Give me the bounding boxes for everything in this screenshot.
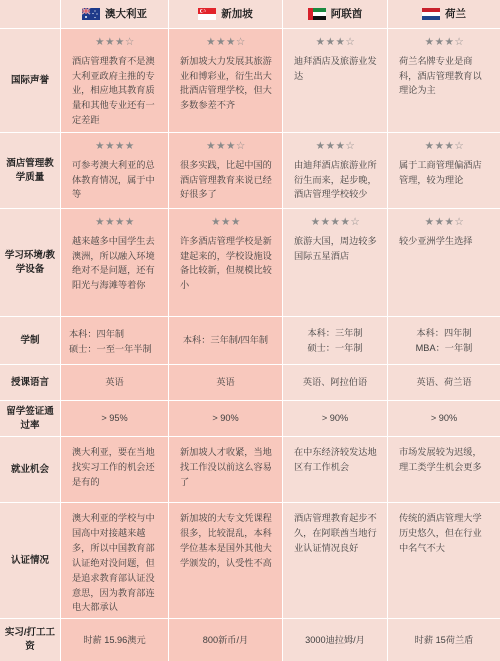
cell-text: 酒店管理教育不是澳大利亚政府主推的专业，相应地其教育质量和其他专业还有一定差距	[72, 55, 155, 126]
cell-uae	[282, 29, 387, 132]
cell-text: 很多实践，比起中国的酒店管理教育来说已经好很多了	[180, 159, 272, 200]
cell-netherlands	[387, 317, 500, 364]
cell-uae	[282, 503, 387, 618]
row-international-reputation	[0, 28, 500, 132]
header-australia	[60, 0, 168, 28]
country-name: 荷兰	[445, 7, 466, 20]
cell-text: 许多酒店管理学校是新建起来的，学校设施设备比较新，但规模比较小	[180, 235, 272, 291]
cell-australia	[60, 503, 168, 618]
rating-stars: ★★★☆	[424, 216, 465, 228]
row-teaching-quality	[0, 132, 500, 208]
netherlands-flag-icon	[422, 8, 440, 20]
cell-text: 英语	[105, 377, 124, 388]
row-label: 授课语言	[10, 376, 49, 388]
rating-stars: ★★★☆	[95, 36, 135, 48]
cell-uae	[282, 437, 387, 502]
header-singapore	[168, 0, 282, 28]
cell-singapore	[168, 317, 282, 364]
row-job-opportunities	[0, 436, 500, 502]
cell-uae	[282, 619, 387, 661]
country-name: 澳大利亚	[105, 7, 147, 20]
cell-text: > 90%	[321, 413, 349, 424]
cell-text: 新加坡大力发展其旅游业和博彩业，衍生出大批酒店管理学校，但大多数参差不齐	[180, 55, 272, 111]
cell-singapore	[168, 401, 282, 436]
cell-text: 新加坡的大专文凭课程很多，比较混乱，本科学位基本是国外其他大学颁发的，认受性不高	[180, 513, 272, 568]
rating-stars: ★★★☆	[424, 36, 465, 48]
cell-netherlands	[387, 401, 500, 436]
row-label: 学制	[20, 334, 40, 346]
cell-singapore	[168, 365, 282, 400]
cell-text: 市场发展较为迟缓，理工类学生机会更多	[399, 447, 482, 472]
cell-netherlands	[387, 133, 500, 208]
row-accreditation	[0, 502, 500, 618]
cell-text: 本科：四年制 硕士：一至一年半制	[69, 328, 152, 354]
cell-uae	[282, 365, 387, 400]
cell-text: 时薪 15.96澳元	[83, 634, 146, 645]
rating-stars: ★★★	[211, 216, 241, 228]
cell-netherlands	[387, 619, 500, 661]
country-name: 新加坡	[221, 7, 253, 20]
cell-text: 属于工商管理偏酒店管理，较为理论	[399, 159, 482, 185]
cell-text: 本科：四年制 MBA：一年制	[415, 327, 473, 353]
rating-stars: ★★★☆	[315, 36, 356, 48]
cell-uae	[282, 401, 387, 436]
cell-text: 在中东经济较发达地区有工作机会	[294, 447, 377, 472]
row-label: 酒店管理教学质量	[6, 157, 54, 183]
row-label: 认证情况	[10, 554, 49, 566]
cell-uae	[282, 317, 387, 364]
header-uae	[282, 0, 387, 28]
cell-australia	[60, 209, 168, 316]
row-visa-rate	[0, 400, 500, 436]
cell-australia	[60, 29, 168, 132]
cell-australia	[60, 437, 168, 502]
cell-netherlands	[387, 503, 500, 618]
cell-singapore	[168, 133, 282, 208]
rating-stars: ★★★★☆	[310, 216, 361, 228]
cell-text: 英语、荷兰语	[416, 377, 472, 388]
cell-singapore	[168, 503, 282, 618]
cell-uae	[282, 209, 387, 316]
cell-text: 澳大利亚的学校与中国高中对接越来越多，所以中国教育部认证绝对没问题，但是追求教育部认证没意思，因为教育部连电大都承认	[72, 513, 155, 613]
cell-text: 越来越多中国学生去澳洲，所以融入环境绝对不是问题，还有阳光与海滩等着你	[72, 235, 155, 291]
cell-singapore	[168, 209, 282, 316]
row-learning-environment	[0, 208, 500, 316]
row-part-time-wage	[0, 618, 500, 661]
cell-text: > 90%	[430, 413, 458, 424]
cell-text: 英语、阿拉伯语	[302, 377, 368, 388]
cell-text: 本科：三年制/四年制	[182, 335, 269, 346]
cell-text: 可参考澳大利亚的总体教育情况，属于中等	[72, 159, 155, 200]
row-label: 国际声誉	[10, 74, 49, 86]
cell-australia	[60, 401, 168, 436]
country-name: 阿联酋	[330, 7, 363, 20]
cell-uae	[282, 133, 387, 208]
cell-singapore	[168, 29, 282, 132]
cell-text: 时薪 15荷兰盾	[414, 634, 474, 645]
cell-text: 新加坡人才收紧，当地找工作没以前这么容易了	[180, 447, 272, 487]
row-label: 留学签证通过率	[6, 405, 54, 431]
cell-netherlands	[387, 365, 500, 400]
uae-flag-icon	[308, 8, 326, 20]
header-netherlands	[387, 0, 500, 28]
row-label: 实习/打工工资	[4, 627, 56, 652]
cell-text: 澳大利亚，要在当地找实习工作的机会还是有的	[72, 447, 155, 487]
rating-stars: ★★★☆	[315, 140, 356, 152]
header-corner	[0, 0, 60, 28]
cell-text: 酒店管理教育起步不久，在阿联酋当地行业认证情况良好	[294, 513, 377, 553]
cell-text: 荷兰名牌专业是商科，酒店管理教育以理论为主	[399, 55, 482, 96]
rating-stars: ★★★☆	[206, 140, 246, 152]
cell-text: 迪拜酒店及旅游业发达	[294, 55, 377, 81]
cell-text: 由迪拜酒店旅游业所衍生而来，起步晚，酒店管理学校较少	[294, 159, 377, 200]
cell-australia	[60, 365, 168, 400]
row-label: 就业机会	[10, 463, 49, 475]
cell-text: 800新币/月	[202, 634, 249, 645]
row-program-length	[0, 316, 500, 364]
cell-text: 3000迪拉姆/月	[305, 634, 365, 645]
table-header	[0, 0, 500, 28]
cell-text: 较少亚洲学生选择	[399, 235, 473, 246]
rating-stars: ★★★☆	[206, 36, 246, 48]
cell-netherlands	[387, 437, 500, 502]
cell-netherlands	[387, 209, 500, 316]
cell-text: > 90%	[212, 413, 239, 424]
rating-stars: ★★★☆	[424, 140, 465, 152]
cell-australia	[60, 133, 168, 208]
cell-singapore	[168, 619, 282, 661]
row-teaching-language	[0, 364, 500, 400]
rating-stars: ★★★★	[95, 140, 135, 152]
cell-australia	[60, 619, 168, 661]
cell-text: 传统的酒店管理大学历史悠久，但在行业中名气不大	[399, 513, 482, 553]
cell-text: > 95%	[101, 413, 128, 424]
row-label: 学习环境/教学设备	[4, 249, 56, 275]
australia-flag-icon	[82, 8, 100, 20]
cell-text: 旅游大国，周边较多国际五星酒店	[294, 235, 377, 261]
cell-australia	[60, 317, 168, 364]
cell-text: 英语	[216, 377, 235, 388]
singapore-flag-icon	[198, 8, 216, 20]
cell-text: 本科：三年制 硕士：一年制	[307, 327, 363, 353]
cell-singapore	[168, 437, 282, 502]
cell-netherlands	[387, 29, 500, 132]
rating-stars: ★★★★	[95, 216, 135, 228]
